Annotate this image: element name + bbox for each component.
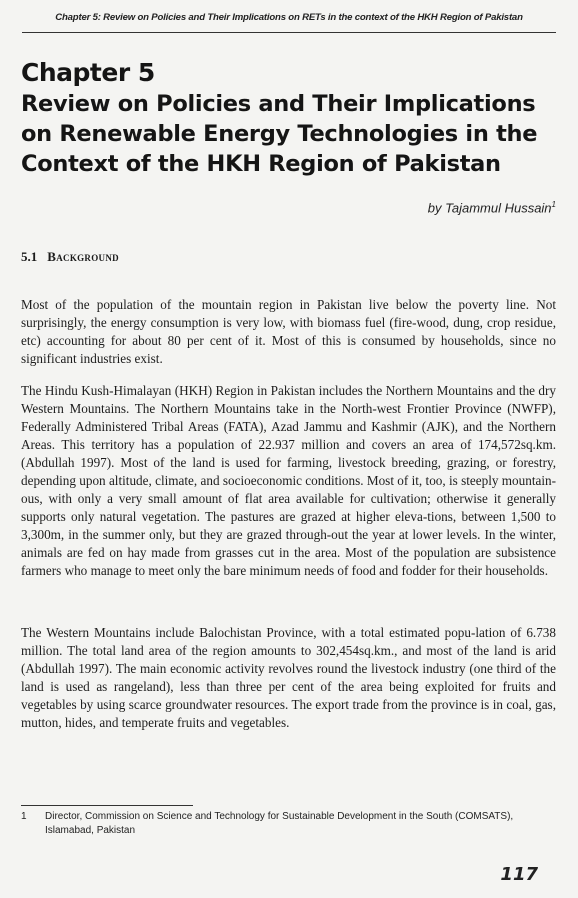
- body-paragraph: The Western Mountains include Balochistan Province, with a total estimated popu-lation of 6.738 million. The total land area of the region amounts to 302,454sq.km., and most of the land is arid (Abdullah 1997). The main economic activity revolves round the livestock industry (one third of the land is used as rangeland), less than three per cent of the area being exploited for fruits and vegetables by using scarce groundwater resources. The export trade from the province is in coal, gas, mutton, hides, and temperate fruits and vegetables.: [21, 625, 556, 731]
- chapter-label: Chapter 5: [21, 58, 155, 87]
- chapter-title: Review on Policies and Their Implications on Renewable Energy Technologies in the Context of the HKH Region of Pakistan: [21, 91, 538, 177]
- body-paragraph: Most of the population of the mountain region in Pakistan live below the poverty line. Not surprisingly, the energy consumption is very low, with biomass fuel (fire-wood, dung, crop residue, etc) accounting for about 80 per cent of it. Most of this is consumed by households, since no significant industries exist.: [21, 297, 556, 367]
- footnote-text: Director, Commission on Science and Technology for Sustainable Development in the South (COMSATS), Islamabad, Pakistan: [45, 811, 514, 836]
- section-number: 5.1: [21, 249, 38, 264]
- footnote-rule: [21, 805, 193, 806]
- section-title: Background: [47, 249, 119, 264]
- author-name: by Tajammul Hussain: [427, 200, 552, 216]
- header-rule: [22, 32, 556, 33]
- section-heading: [21, 249, 119, 265]
- page-number: 117: [500, 864, 538, 885]
- author-byline: [428, 200, 556, 215]
- footnote: [21, 810, 521, 838]
- author-footnote-mark: 1: [551, 200, 556, 209]
- footnote-number: 1: [21, 811, 27, 822]
- running-head: Chapter 5: Review on Policies and Their Implications on RETs in the context of the HKH Region of Pakistan: [55, 12, 523, 23]
- body-paragraph: The Hindu Kush-Himalayan (HKH) Region in Pakistan includes the Northern Mountains and the dry Western Mountains. The Northern Mountains take in the North-west Frontier Province (NWFP), Federally Administered Tribal Areas (FATA), Azad Jammu and Kashmir (AJK), and the Northern Areas. This territory has a population of 22.937 million and covers an area of 174,572sq.km. (Abdullah 1997). Most of the land is used for farming, livestock breeding, grazing, or forestry, depending upon altitude, climate, and socioeconomic conditions. Most of it, too, is steeply mountain-ous, with only a very small amount of flat area available for cultivation; otherwise it generally supports only natural vegetation. The pastures are grazed at higher eleva-tions, between 1,500 to 3,300m, in the summer only, but they are grazed through-out the year at lower levels. In the winter, animals are fed on hay made from grasses cut in the area. Most of the population are subsistence farmers who manage to meet only the bare minimum needs of food and fodder for their households.: [21, 383, 556, 579]
